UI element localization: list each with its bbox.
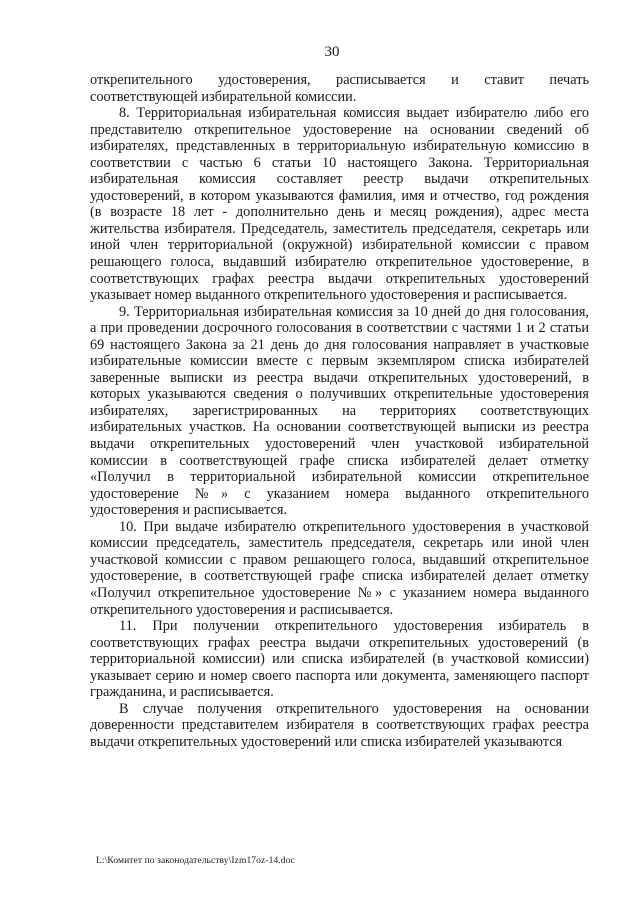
footer-file-path: L:\Комитет по законодательству\Izm17oz-14.doc	[96, 856, 295, 866]
paragraph-proxy-case: В случае получения открепительного удостоверения на основании доверенности представителем избирателя в соответствующих графах реестра выдачи открепительных удостоверений или списка избирателей указываются	[90, 700, 589, 750]
page-number: 30	[324, 44, 340, 60]
paragraph-continuation: открепительного удостоверения, расписывается и ставит печать соответствующей избирательной комиссии.	[90, 72, 589, 105]
paragraph-item-11: 11. При получении открепительного удостоверения избиратель в соответствующих графах реестра выдачи открепительных удостоверений (в территориальной комиссии) или списка избирателей (в участковой комиссии) указывает серию и номер своего паспорта или документа, заменяющего паспорт гражданина, и расписывается.	[90, 618, 589, 701]
paragraph-item-9: 9. Территориальная избирательная комиссия за 10 дней до дня голосования, а при проведении досрочного голосования в соответствии с частями 1 и 2 статьи 69 настоящего Закона за 21 день до дня голосования направляет в участковые избирательные комиссии вместе с первым экземпляром списка избирателей заверенные выписки из реестра выдачи открепительных удостоверений, в которых указываются сведения о получивших открепительные удостоверения избирателях, зарегистрированных на территориях соответствующих избирательных участков. На основании соответствующей выписки из реестра выдачи открепительных удостоверений член участковой избирательной комиссии в соответствующей графе списка избирателей делает отметку «Получил в территориальной избирательной комиссии открепительное удостоверение №» с указанием номера выданного открепительного удостоверения и расписывается.	[90, 303, 589, 519]
paragraph-item-8: 8. Территориальная избирательная комиссия выдает избирателю либо его представителю открепительное удостоверение на основании сведений об избирателях, представленных в территориальную избирательную комиссию в соответствии с частью 6 статьи 10 настоящего Закона. Территориальная избирательная комиссия составляет реестр выдачи открепительных удостоверений, в котором указываются фамилия, имя и отчество, год рождения (в возрасте 18 лет - дополнительно день и месяц рождения), адрес места жительства избирателя. Председатель, заместитель председателя, секретарь или иной член территориальной (окружной) избирательной комиссии с правом решающего голоса, выдавший избирателю открепительное удостоверение, в соответствующих графах реестра выдачи открепительных удостоверений указывает номер выданного открепительного удостоверения и расписывается.	[90, 105, 589, 304]
document-text	[90, 72, 589, 750]
paragraph-item-10: 10. При выдаче избирателю открепительного удостоверения в участковой комиссии председатель, заместитель председателя, секретарь или иной член участковой комиссии с правом решающего голоса, выдавший открепительное удостоверение, в соответствующей графе списка избирателей делает отметку «Получил открепительное удостоверение №» с указанием номера выданного открепительного удостоверения и расписывается.	[90, 518, 589, 618]
